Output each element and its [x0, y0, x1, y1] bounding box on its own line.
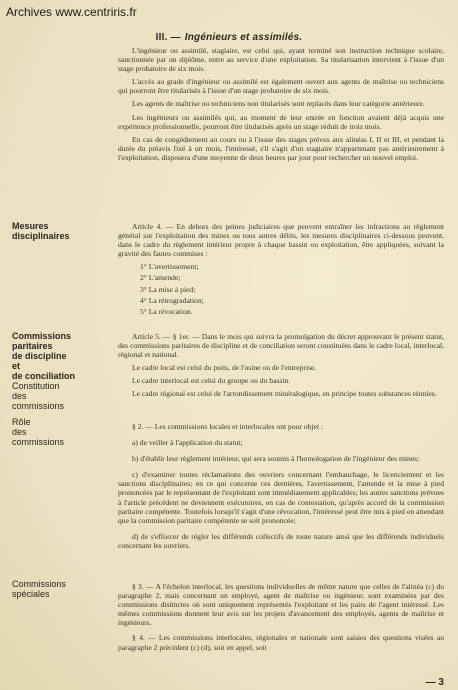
side-label-commissions-paritaires: Commissions paritaires de discipline et de conciliation — [12, 331, 76, 381]
paragraph-article-5: Article 5. — § 1er. — Dans le mois qui suivra la promulgation du décret approuvant le présent statut, des commissions paritaires de discipline et de conciliation seront constituées dans le cadre local, interlocal, régional et national. — [118, 332, 444, 360]
paragraph-article-4: Article 4. — En dehors des peines judiciaires que peuvent entraîner les infractions au règlement général sur l'exploitation des mines ou tous autres délits, les mesures disciplinaires ci-dessous peuvent, dans le cadre du règlement intérieur propre à chaque bassin ou exploitation, être appliquées, suivant la gravité des fautes commises : — [118, 222, 444, 259]
paragraph-acces-grade: L'accès au grade d'ingénieur ou assimilé est également ouvert aux agents de maîtrise ou techniciens qui pourront être titularisés à l'issue d'un stage probatoire de six mois. — [118, 77, 444, 96]
side-label-mesures: Mesures disciplinaires — [12, 221, 70, 241]
paragraph-point-a: a) de veiller à l'application du statut; — [132, 438, 243, 448]
section-number: III. — — [155, 32, 181, 43]
paragraph-non-titularises: Les agents de maîtrise ou techniciens non titularisés sont replacés dans leur catégorie antérieure. — [132, 99, 425, 109]
paragraph-congediement: En cas de congédiement au cours ou à l'issue des stages prévus aux alinéas I, II et III, et pendant la durée du préavis fixé à un mois, l'intéressé, s'il s'agit d'un stagiaire n'appartenant pas antérieurement à l'exploitation, disposera d'une moyenne de deux heures par jour pour rechercher un nouvel emploi. — [118, 134, 444, 162]
sanction-item: 3° La mise à pied; — [140, 284, 196, 294]
role-block — [118, 422, 444, 554]
sanction-item: 5° La révocation. — [140, 306, 193, 316]
paragraph-point-d: d) de s'efforcer de régler les différends collectifs de toute nature ainsi que les différends individuels concernant les ouvriers. — [118, 531, 444, 550]
paragraph-point-b: b) d'établir leur règlement intérieur, qui sera soumis à l'homologation de l'ingénieur des mines; — [132, 454, 420, 464]
paragraph-cadre-regional: Le cadre régional est celui de l'arrondissement minéralogique, en principe toutes substances réunies. — [132, 389, 437, 399]
sanction-item: 4° La rétrogradation; — [140, 295, 204, 305]
paragraph-3-block — [118, 582, 444, 652]
side-label-constitution: Constitution des commissions — [12, 381, 65, 411]
side-label-role: Rôle des commissions — [12, 417, 65, 447]
paragraph-cadre-local: Le cadre local est celui du puits, de l'usine ou de l'entreprise. — [132, 363, 317, 373]
page-number: — 3 — [425, 677, 444, 688]
section-heading — [0, 32, 458, 43]
side-label-speciales: Commissions spéciales — [12, 579, 67, 599]
paragraph-cadre-interlocal: Le cadre interlocal est celui du groupe ou du bassin. — [132, 376, 291, 386]
archive-watermark: Archives www.centriris.fr — [6, 5, 137, 19]
article-4-block — [118, 222, 444, 318]
paragraph-point-c: c) d'examiner toutes réclamations des ouvriers concernant l'embauchage, le licenciement et les sanctions disciplinaires; en ce qui concerne ces dernières, l'avertissement, l'amende et la mise à pied prononcées par le représentant de l'exploitant sont immédiatement applicables; les autres sanctions prévues à l'article précédent ne deviennent exécutoires, en cas de contestation, qu'après accord de la commission paritaire compétente. Toutefois lorsqu'il s'agit d'une révocation, l'intéressé peut être mis à pied en attendant que la commission paritaire compétente se soit prononcée; — [118, 470, 444, 525]
sanction-item: 1° L'avertissement; — [140, 262, 199, 272]
article-5-block — [118, 332, 444, 403]
paragraph-section-3: § 3. — A l'échelon interlocal, les questions individuelles de même nature que celles de l'alinéa (c) du paragraphe 2, mais concernant un employé, agent de maîtrise ou ingénieur, sont examinées par des commissions distinctes où sont uniquement représentés l'exploitant et les pairs de l'agent intéressé. Les mêmes commissions donnent leur avis sur les projets d'avancement des employés, agents de maîtrise et ingénieurs. — [118, 582, 444, 628]
section-title: Ingénieurs et assimilés. — [184, 32, 303, 43]
paragraph-experience: Les ingénieurs ou assimilés qui, au moment de leur entrée en fonction avaient déjà acquis une expérience professionnelle, pourront être titularisés après un stage réduit de trois mois. — [118, 112, 444, 131]
paragraph-stagiaire: L'ingénieur ou assimilé, stagiaire, est celui qui, ayant terminé son instruction technique scolaire, sanctionnée par un diplôme, entre au service d'une exploitation. Sa titularisation intervient à l'issue d'un stage probatoire de six mois. — [118, 46, 444, 74]
sanction-item: 2° L'amende; — [140, 273, 181, 283]
intro-block — [118, 46, 444, 166]
paragraph-section-4: § 4. — Les commissions interlocales, régionales et nationale sont saisies des questions visées au paragraphe 2 précédent (c) (d), soit en appel, soit — [118, 633, 444, 652]
paragraph-objet: § 2. — Les commissions locales et interlocales ont pour objet : — [132, 422, 324, 431]
